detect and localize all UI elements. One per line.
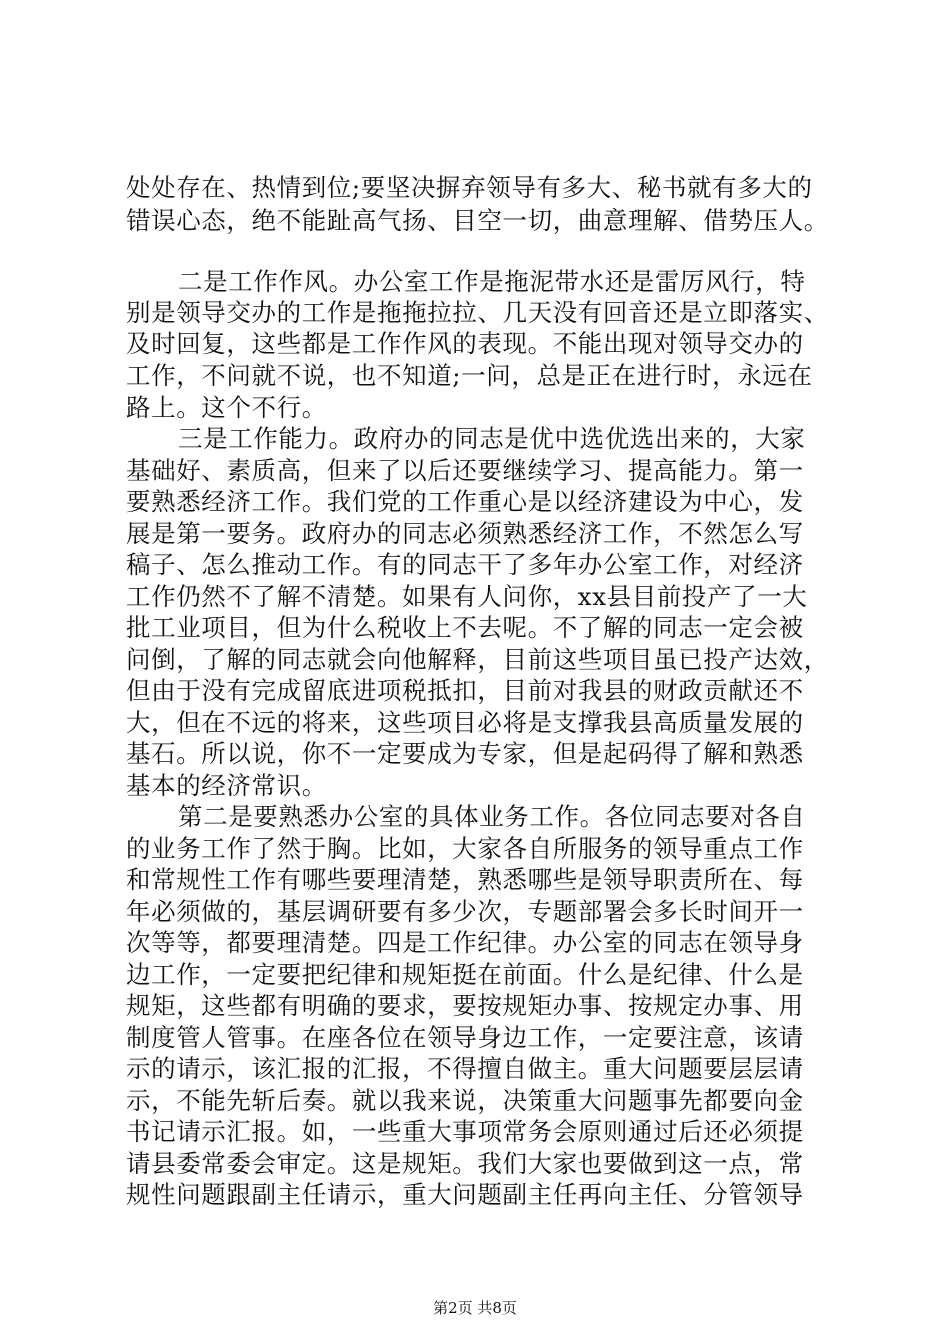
text-line: 边工作，一定要把纪律和规矩挺在前面。什么是纪律、什么是 <box>126 960 804 989</box>
text-line: 基石。所以说，你不一定要成为专家，但是起码得了解和熟悉 <box>126 739 804 768</box>
text-line: 规性问题跟副主任请示，重大问题副主任再向主任、分管领导 <box>126 1180 804 1209</box>
paragraph-start-line: 第二是要熟悉办公室的具体业务工作。各位同志要对各自 <box>178 802 806 831</box>
text-line: 及时回复，这些都是工作作风的表现。不能出现对领导交办的 <box>126 329 804 358</box>
text-line: 的业务工作了然于胸。比如，大家各自所服务的领导重点工作 <box>126 834 804 863</box>
text-line: 书记请示汇报。如，一些重大事项常务会原则通过后还必须提 <box>126 1117 804 1146</box>
text-line: 工作仍然不了解不清楚。如果有人问你，xx县目前投产了一大 <box>126 582 808 611</box>
text-line: 示的请示，该汇报的汇报，不得擅自做主。重大问题要层层请 <box>126 1054 804 1083</box>
text-line: 请县委常委会审定。这是规矩。我们大家也要做到这一点，常 <box>126 1149 804 1178</box>
text-line: 别是领导交办的工作是拖拖拉拉、几天没有回音还是立即落实、 <box>126 298 829 327</box>
text-line: 但由于没有完成留底进项税抵扣，目前对我县的财政贡献还不 <box>126 676 804 705</box>
text-line: 基础好、素质高，但来了以后还要继续学习、提高能力。第一 <box>126 456 804 485</box>
text-line: 规矩，这些都有明确的要求，要按规矩办事、按规定办事、用 <box>126 991 804 1020</box>
text-line: 稿子、怎么推动工作。有的同志干了多年办公室工作，对经济 <box>126 550 804 579</box>
text-line: 制度管人管事。在座各位在领导身边工作，一定要注意，该请 <box>126 1023 804 1052</box>
paragraph-start-line: 二是工作作风。办公室工作是拖泥带水还是雷厉风行，特 <box>178 267 806 296</box>
text-line: 路上。这个不行。 <box>126 393 327 422</box>
text-line: 大，但在不远的将来，这些项目必将是支撑我县高质量发展的 <box>126 708 804 737</box>
text-line: 次等等，都要理清楚。四是工作纪律。办公室的同志在领导身 <box>126 928 804 957</box>
text-line: 基本的经济常识。 <box>126 771 327 800</box>
text-line: 要熟悉经济工作。我们党的工作重心是以经济建设为中心，发 <box>126 487 804 516</box>
paragraph-start-line: 三是工作能力。政府办的同志是优中选优选出来的，大家 <box>178 424 806 453</box>
text-line: 批工业项目，但为什么税收上不去呢。不了解的同志一定会被 <box>126 613 804 642</box>
text-line: 示，不能先斩后奏。就以我来说，决策重大问题事先都要向金 <box>126 1086 804 1115</box>
text-line: 年必须做的，基层调研要有多少次，专题部署会多长时间开一 <box>126 897 804 926</box>
text-line: 错误心态，绝不能趾高气扬、目空一切，曲意理解、借势压人。 <box>126 206 829 235</box>
text-line: 展是第一要务。政府办的同志必须熟悉经济工作，不然怎么写 <box>126 519 804 548</box>
page-number-footer: 第2页 共8页 <box>433 1299 517 1317</box>
text-line: 工作，不问就不说，也不知道;一问，总是正在进行时，永远在 <box>126 361 813 390</box>
text-line: 处处存在、热情到位;要坚决摒弃领导有多大、秘书就有多大的 <box>126 173 813 202</box>
text-line: 和常规性工作有哪些要理清楚，熟悉哪些是领导职责所在、每 <box>126 865 804 894</box>
text-line: 问倒，了解的同志就会向他解释，目前这些项目虽已投产达效， <box>126 645 829 674</box>
